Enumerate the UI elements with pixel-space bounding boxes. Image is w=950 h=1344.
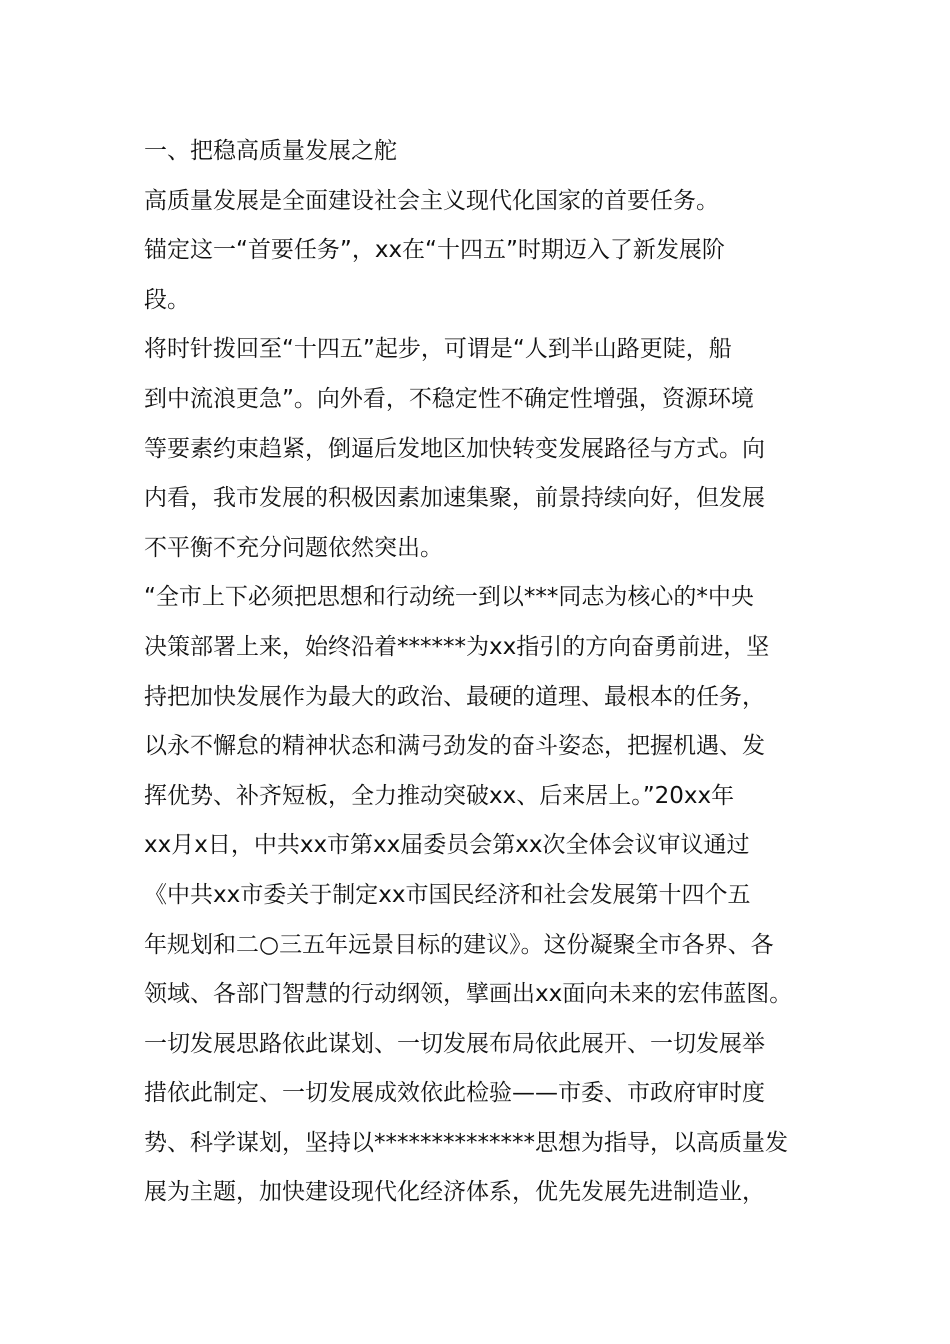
text-line: 内看，我市发展的积极因素加速集聚，前景持续向好，但发展: [144, 485, 765, 512]
text-line: 领域、各部门智慧的行动纲领，擘画出xx面向未来的宏伟蓝图。: [144, 981, 793, 1008]
text-line: 措依此制定、一切发展成效依此检验——市委、市政府审时度: [144, 1080, 765, 1107]
text-line: 段。: [144, 286, 190, 313]
text-line: 决策部署上来，始终沿着******为xx指引的方向奋勇前进，坚: [144, 633, 770, 660]
text-line: 以永不懈怠的精神状态和满弓劲发的奋斗姿态，把握机遇、发: [144, 733, 765, 760]
text-line: 一切发展思路依此谋划、一切发展布局依此展开、一切发展举: [144, 1030, 765, 1057]
text-line: 锚定这一“首要任务”，xx在“十四五”时期迈入了新发展阶: [144, 237, 725, 264]
text-line: 不平衡不充分问题依然突出。: [144, 534, 443, 561]
text-line: 持把加快发展作为最大的政治、最硬的道理、最根本的任务，: [144, 683, 765, 710]
text-line: 展为主题，加快建设现代化经济体系，优先发展先进制造业，: [144, 1179, 765, 1206]
section-heading: 一、把稳高质量发展之舵: [144, 138, 397, 164]
text-line: 高质量发展是全面建设社会主义现代化国家的首要任务。: [144, 187, 719, 214]
text-line: “全市上下必须把思想和行动统一到以***同志为核心的*中央: [144, 584, 754, 611]
text-line: 挥优势、补齐短板，全力推动突破xx、后来居上。”20xx年: [144, 782, 735, 809]
text-line: 势、科学谋划，坚持以**************思想为指导，以高质量发: [144, 1129, 788, 1156]
text-line: 《中共xx市委关于制定xx市国民经济和社会发展第十四个五: [144, 881, 751, 908]
text-line: 等要素约束趋紧，倒逼后发地区加快转变发展路径与方式。向: [144, 435, 765, 462]
text-line: 到中流浪更急”。向外看，不稳定性不确定性增强，资源环境: [144, 385, 754, 412]
text-line: 年规划和二○三五年远景目标的建议》。这份凝聚全市各界、各: [144, 931, 774, 958]
text-line: xx月x日，中共xx市第xx届委员会第xx次全体会议审议通过: [144, 832, 750, 859]
text-line: 将时针拨回至“十四五”起步，可谓是“人到半山路更陡，船: [144, 336, 732, 363]
document-body: [144, 127, 814, 1218]
